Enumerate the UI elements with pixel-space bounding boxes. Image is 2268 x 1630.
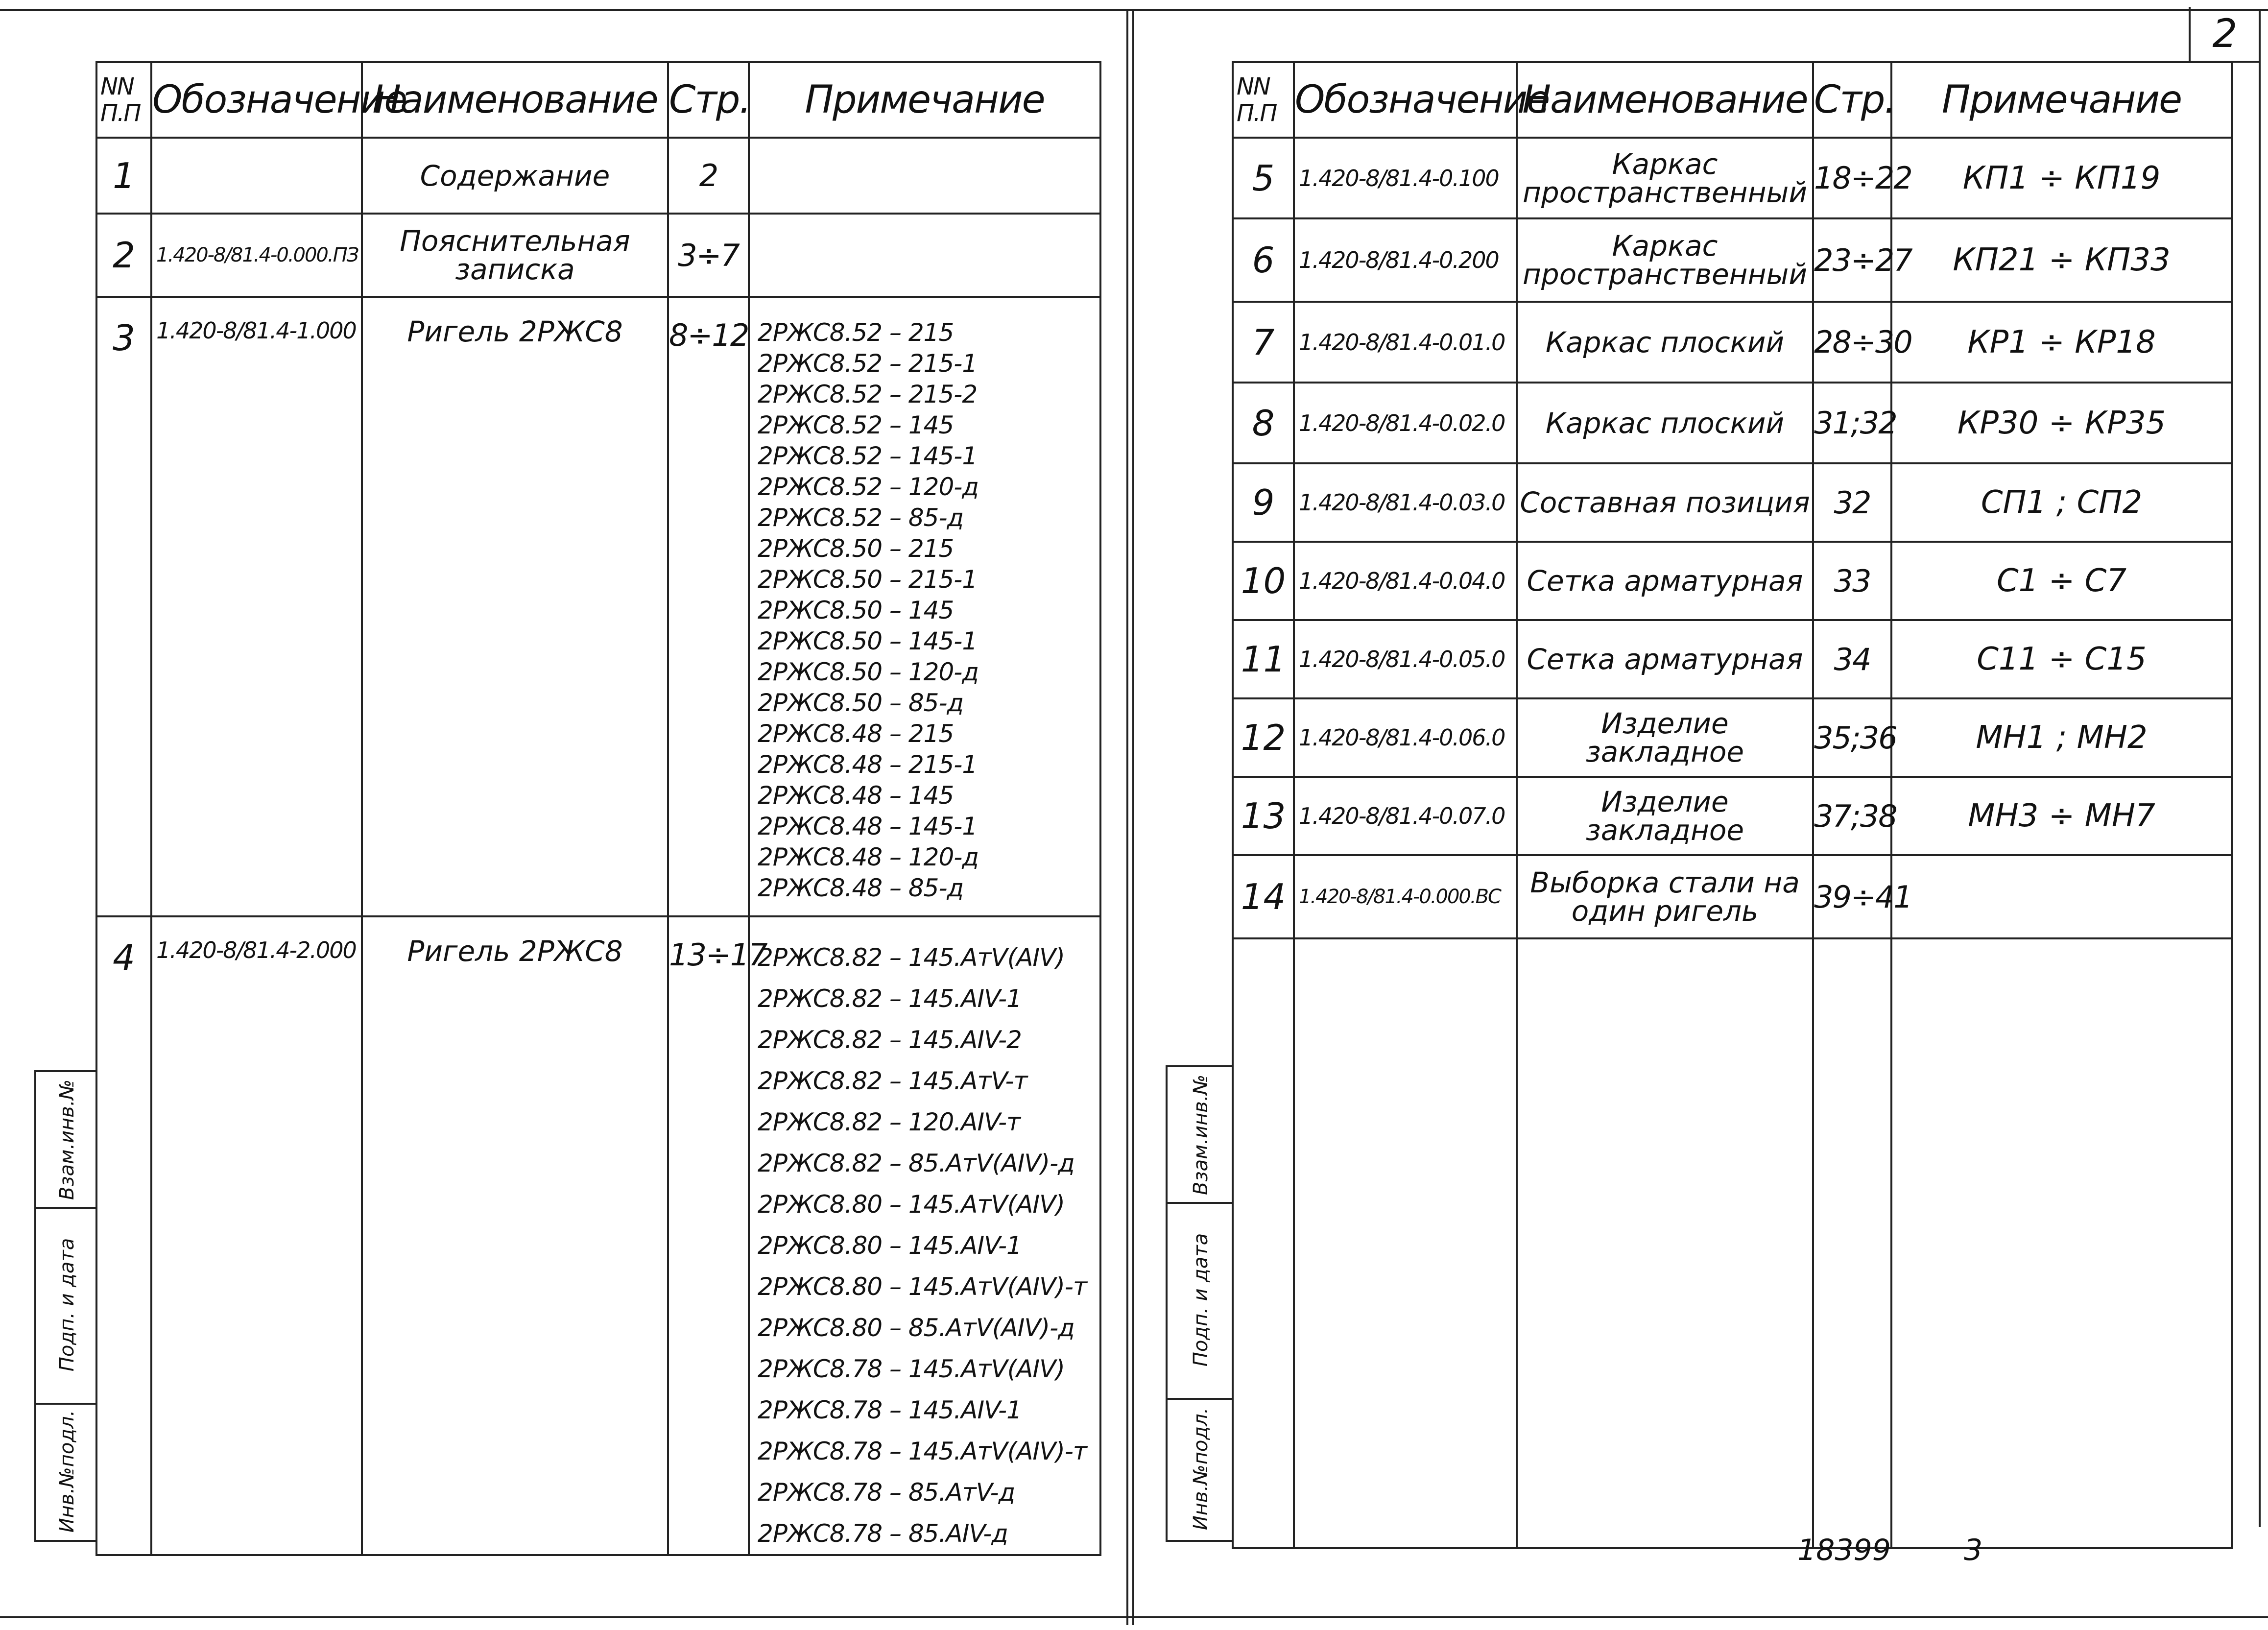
row-name: Каркас пространственный [1517, 218, 1813, 302]
header-page: Стр. [1813, 62, 1891, 138]
row-page: 2 [668, 138, 749, 214]
note-item: 2РЖС8.80 – 85.АтV(АIV)-д [758, 1314, 1074, 1342]
row-note: КР1 ÷ КР18 [1891, 302, 2232, 383]
empty-cell [1813, 938, 1891, 1548]
row-page: 23÷27 [1813, 218, 1891, 302]
table-row [1233, 620, 2232, 698]
row-number: 6 [1233, 218, 1294, 302]
row-name: Изделие закладное [1517, 698, 1813, 777]
row-page: 8÷12 [668, 297, 749, 916]
note-item: 2РЖС8.52 – 215 [758, 318, 954, 347]
row-page: 18÷22 [1813, 138, 1891, 218]
note-item: 2РЖС8.78 – 145.АтV(АIV)-т [758, 1437, 1087, 1465]
stamp-field-label: Подп. и дата [55, 1238, 78, 1372]
stamp-field-label: Взам.инв.№ [55, 1079, 78, 1200]
note-item: 2РЖС8.78 – 85.АIV-д [758, 1519, 1008, 1548]
table-header-row [1233, 62, 2232, 138]
row-number: 4 [96, 916, 151, 1555]
header-note: Примечание [1891, 62, 2232, 138]
empty-cell [1517, 938, 1813, 1548]
row-note: КП21 ÷ КП33 [1891, 218, 2232, 302]
table-row [1233, 463, 2232, 542]
row-code: 1.420-8/81.4-0.000.ВС [1294, 855, 1517, 938]
table-row [1233, 855, 2232, 938]
note-item: 2РЖС8.78 – 145.АIV-1 [758, 1396, 1022, 1424]
row-code: 1.420-8/81.4-0.04.0 [1294, 542, 1517, 620]
note-item: 2РЖС8.50 – 145 [758, 596, 954, 624]
note-item: 2РЖС8.82 – 145.АIV-1 [758, 984, 1022, 1013]
row-code: 1.420-8/81.4-0.100 [1294, 138, 1517, 218]
row-name: Каркас плоский [1517, 383, 1813, 463]
register-table-left [95, 61, 1101, 1556]
note-item: 2РЖС8.48 – 215-1 [758, 750, 978, 779]
note-item: 2РЖС8.80 – 145.АтV(АIV) [758, 1190, 1065, 1219]
row-note [1891, 855, 2232, 938]
row-code: 1.420-8/81.4-0.000.ПЗ [151, 214, 362, 297]
note-item: 2РЖС8.82 – 145.АтV-т [758, 1067, 1027, 1095]
row-number: 13 [1233, 777, 1294, 855]
header-name: Наименование [1517, 62, 1813, 138]
note-item: 2РЖС8.50 – 145-1 [758, 627, 978, 655]
row-number: 10 [1233, 542, 1294, 620]
table-row [1233, 698, 2232, 777]
row-note: КР30 ÷ КР35 [1891, 383, 2232, 463]
row-page: 13÷17 [668, 916, 749, 1555]
note-item: 2РЖС8.82 – 120.АIV-т [758, 1108, 1021, 1136]
row-code: 1.420-8/81.4-0.07.0 [1294, 777, 1517, 855]
empty-cell [1891, 938, 2232, 1548]
row-name: Содержание [362, 138, 668, 214]
stamp-field-label: Инв.№подл. [55, 1410, 78, 1533]
note-item: 2РЖС8.48 – 145-1 [758, 812, 978, 840]
row-name: Ригель 2РЖС8 [362, 916, 668, 1555]
table-row [1233, 138, 2232, 218]
row-code: 1.420-8/81.4-0.01.0 [1294, 302, 1517, 383]
stamp-field [36, 1403, 97, 1540]
table-row [1233, 777, 2232, 855]
row-name: Составная позиция [1517, 463, 1813, 542]
row-name: Сетка арматурная [1517, 542, 1813, 620]
header-nn-line2: П.П [100, 99, 141, 127]
bottom-frame-line [0, 1616, 2268, 1618]
row-number: 2 [96, 214, 151, 297]
stamp-field [36, 1072, 97, 1209]
table-row [1233, 383, 2232, 463]
row-page: 33 [1813, 542, 1891, 620]
note-item: 2РЖС8.52 – 215-1 [758, 349, 978, 378]
header-nn-line2: П.П [1237, 99, 1277, 127]
header-nn [96, 62, 151, 138]
page-number: 3 [1964, 1533, 1983, 1567]
row-number: 9 [1233, 463, 1294, 542]
approval-stamp-left [34, 1070, 97, 1542]
header-note: Примечание [749, 62, 1100, 138]
row-note: МН3 ÷ МН7 [1891, 777, 2232, 855]
note-item: 2РЖС8.50 – 215 [758, 534, 954, 563]
row-page: 37;38 [1813, 777, 1891, 855]
note-list [750, 317, 1099, 904]
row-note: С11 ÷ С15 [1891, 620, 2232, 698]
row-page: 3÷7 [668, 214, 749, 297]
note-item: 2РЖС8.80 – 145.АIV-1 [758, 1231, 1022, 1260]
row-number: 11 [1233, 620, 1294, 698]
note-item: 2РЖС8.78 – 145.АтV(АIV) [758, 1355, 1065, 1383]
row-page: 32 [1813, 463, 1891, 542]
row-name: Ригель 2РЖС8 [362, 297, 668, 916]
table-row [96, 916, 1100, 1555]
row-name: Сетка арматурная [1517, 620, 1813, 698]
row-name: Изделие закладное [1517, 777, 1813, 855]
row-code: 1.420-8/81.4-0.03.0 [1294, 463, 1517, 542]
row-page: 39÷41 [1813, 855, 1891, 938]
row-note [749, 214, 1100, 297]
note-item: 2РЖС8.48 – 215 [758, 719, 954, 748]
sheet-divider-left [1126, 9, 1128, 1625]
row-name: Каркас пространственный [1517, 138, 1813, 218]
table-row [96, 214, 1100, 297]
header-name: Наименование [362, 62, 668, 138]
note-item: 2РЖС8.50 – 120-д [758, 658, 979, 686]
row-name: Каркас плоский [1517, 302, 1813, 383]
note-item: 2РЖС8.50 – 215-1 [758, 565, 978, 594]
row-note: СП1 ; СП2 [1891, 463, 2232, 542]
row-page: 35;36 [1813, 698, 1891, 777]
stamp-field-label: Подп. и дата [1189, 1233, 1212, 1367]
note-item: 2РЖС8.52 – 145-1 [758, 442, 978, 470]
row-code: 1.420-8/81.4-0.06.0 [1294, 698, 1517, 777]
table-row [1233, 218, 2232, 302]
header-nn-line1: NN [1237, 73, 1270, 100]
header-nn-line1: NN [100, 73, 134, 100]
table-row [96, 138, 1100, 214]
header-page: Стр. [668, 62, 749, 138]
note-item: 2РЖС8.52 – 215-2 [758, 380, 978, 408]
note-item: 2РЖС8.82 – 145.АIV-2 [758, 1026, 1022, 1054]
row-number: 14 [1233, 855, 1294, 938]
note-item: 2РЖС8.48 – 145 [758, 781, 954, 810]
row-page: 28÷30 [1813, 302, 1891, 383]
note-item: 2РЖС8.52 – 120-д [758, 473, 979, 501]
row-note [749, 916, 1100, 1555]
row-number: 1 [96, 138, 151, 214]
empty-cell [1233, 938, 1294, 1548]
note-item: 2РЖС8.52 – 145 [758, 411, 954, 439]
row-number: 8 [1233, 383, 1294, 463]
row-note: С1 ÷ С7 [1891, 542, 2232, 620]
note-item: 2РЖС8.48 – 120-д [758, 843, 979, 871]
note-list [750, 937, 1099, 1554]
note-item: 2РЖС8.48 – 85-д [758, 874, 964, 902]
approval-stamp-right [1166, 1065, 1234, 1542]
table-row [96, 297, 1100, 916]
row-number: 5 [1233, 138, 1294, 218]
row-note: КП1 ÷ КП19 [1891, 138, 2232, 218]
header-code: Обозначение [1294, 62, 1517, 138]
row-name: Выборка стали на один ригель [1517, 855, 1813, 938]
row-number: 7 [1233, 302, 1294, 383]
note-item: 2РЖС8.50 – 85-д [758, 689, 964, 717]
table-header-row [96, 62, 1100, 138]
register-table-right [1232, 61, 2233, 1549]
note-item: 2РЖС8.80 – 145.АтV(АIV)-т [758, 1272, 1087, 1301]
row-number: 3 [96, 297, 151, 916]
row-code: 1.420-8/81.4-0.200 [1294, 218, 1517, 302]
row-code [151, 138, 362, 214]
stamp-field-label: Инв.№подл. [1189, 1407, 1212, 1531]
sheet-divider-right [1132, 9, 1134, 1625]
row-number: 12 [1233, 698, 1294, 777]
table-row [1233, 302, 2232, 383]
row-note: МН1 ; МН2 [1891, 698, 2232, 777]
stamp-field [1168, 1067, 1234, 1204]
row-name: Пояснительная записка [362, 214, 668, 297]
stamp-field [1168, 1398, 1234, 1540]
note-item: 2РЖС8.52 – 85-д [758, 503, 964, 532]
note-item: 2РЖС8.82 – 145.АтV(АIV) [758, 943, 1065, 972]
stamp-field [36, 1207, 97, 1405]
empty-cell [1294, 938, 1517, 1548]
row-page: 31;32 [1813, 383, 1891, 463]
row-note [749, 138, 1100, 214]
note-item: 2РЖС8.82 – 85.АтV(АIV)-д [758, 1149, 1074, 1177]
table-row-empty [1233, 938, 2232, 1548]
stamp-field [1168, 1202, 1234, 1400]
row-note [749, 297, 1100, 916]
stamp-field-label: Взам.инв.№ [1189, 1074, 1212, 1195]
note-item: 2РЖС8.78 – 85.АтV-д [758, 1478, 1015, 1507]
row-page: 34 [1813, 620, 1891, 698]
row-code: 1.420-8/81.4-0.02.0 [1294, 383, 1517, 463]
sheet-number: 2 [2189, 7, 2259, 63]
table-row [1233, 542, 2232, 620]
right-frame-line [2259, 9, 2261, 1527]
row-code: 1.420-8/81.4-2.000 [151, 916, 362, 1555]
row-code: 1.420-8/81.4-1.000 [151, 297, 362, 916]
header-nn [1233, 62, 1294, 138]
archive-number: 18399 [1797, 1533, 1891, 1567]
row-code: 1.420-8/81.4-0.05.0 [1294, 620, 1517, 698]
header-code: Обозначение [151, 62, 362, 138]
